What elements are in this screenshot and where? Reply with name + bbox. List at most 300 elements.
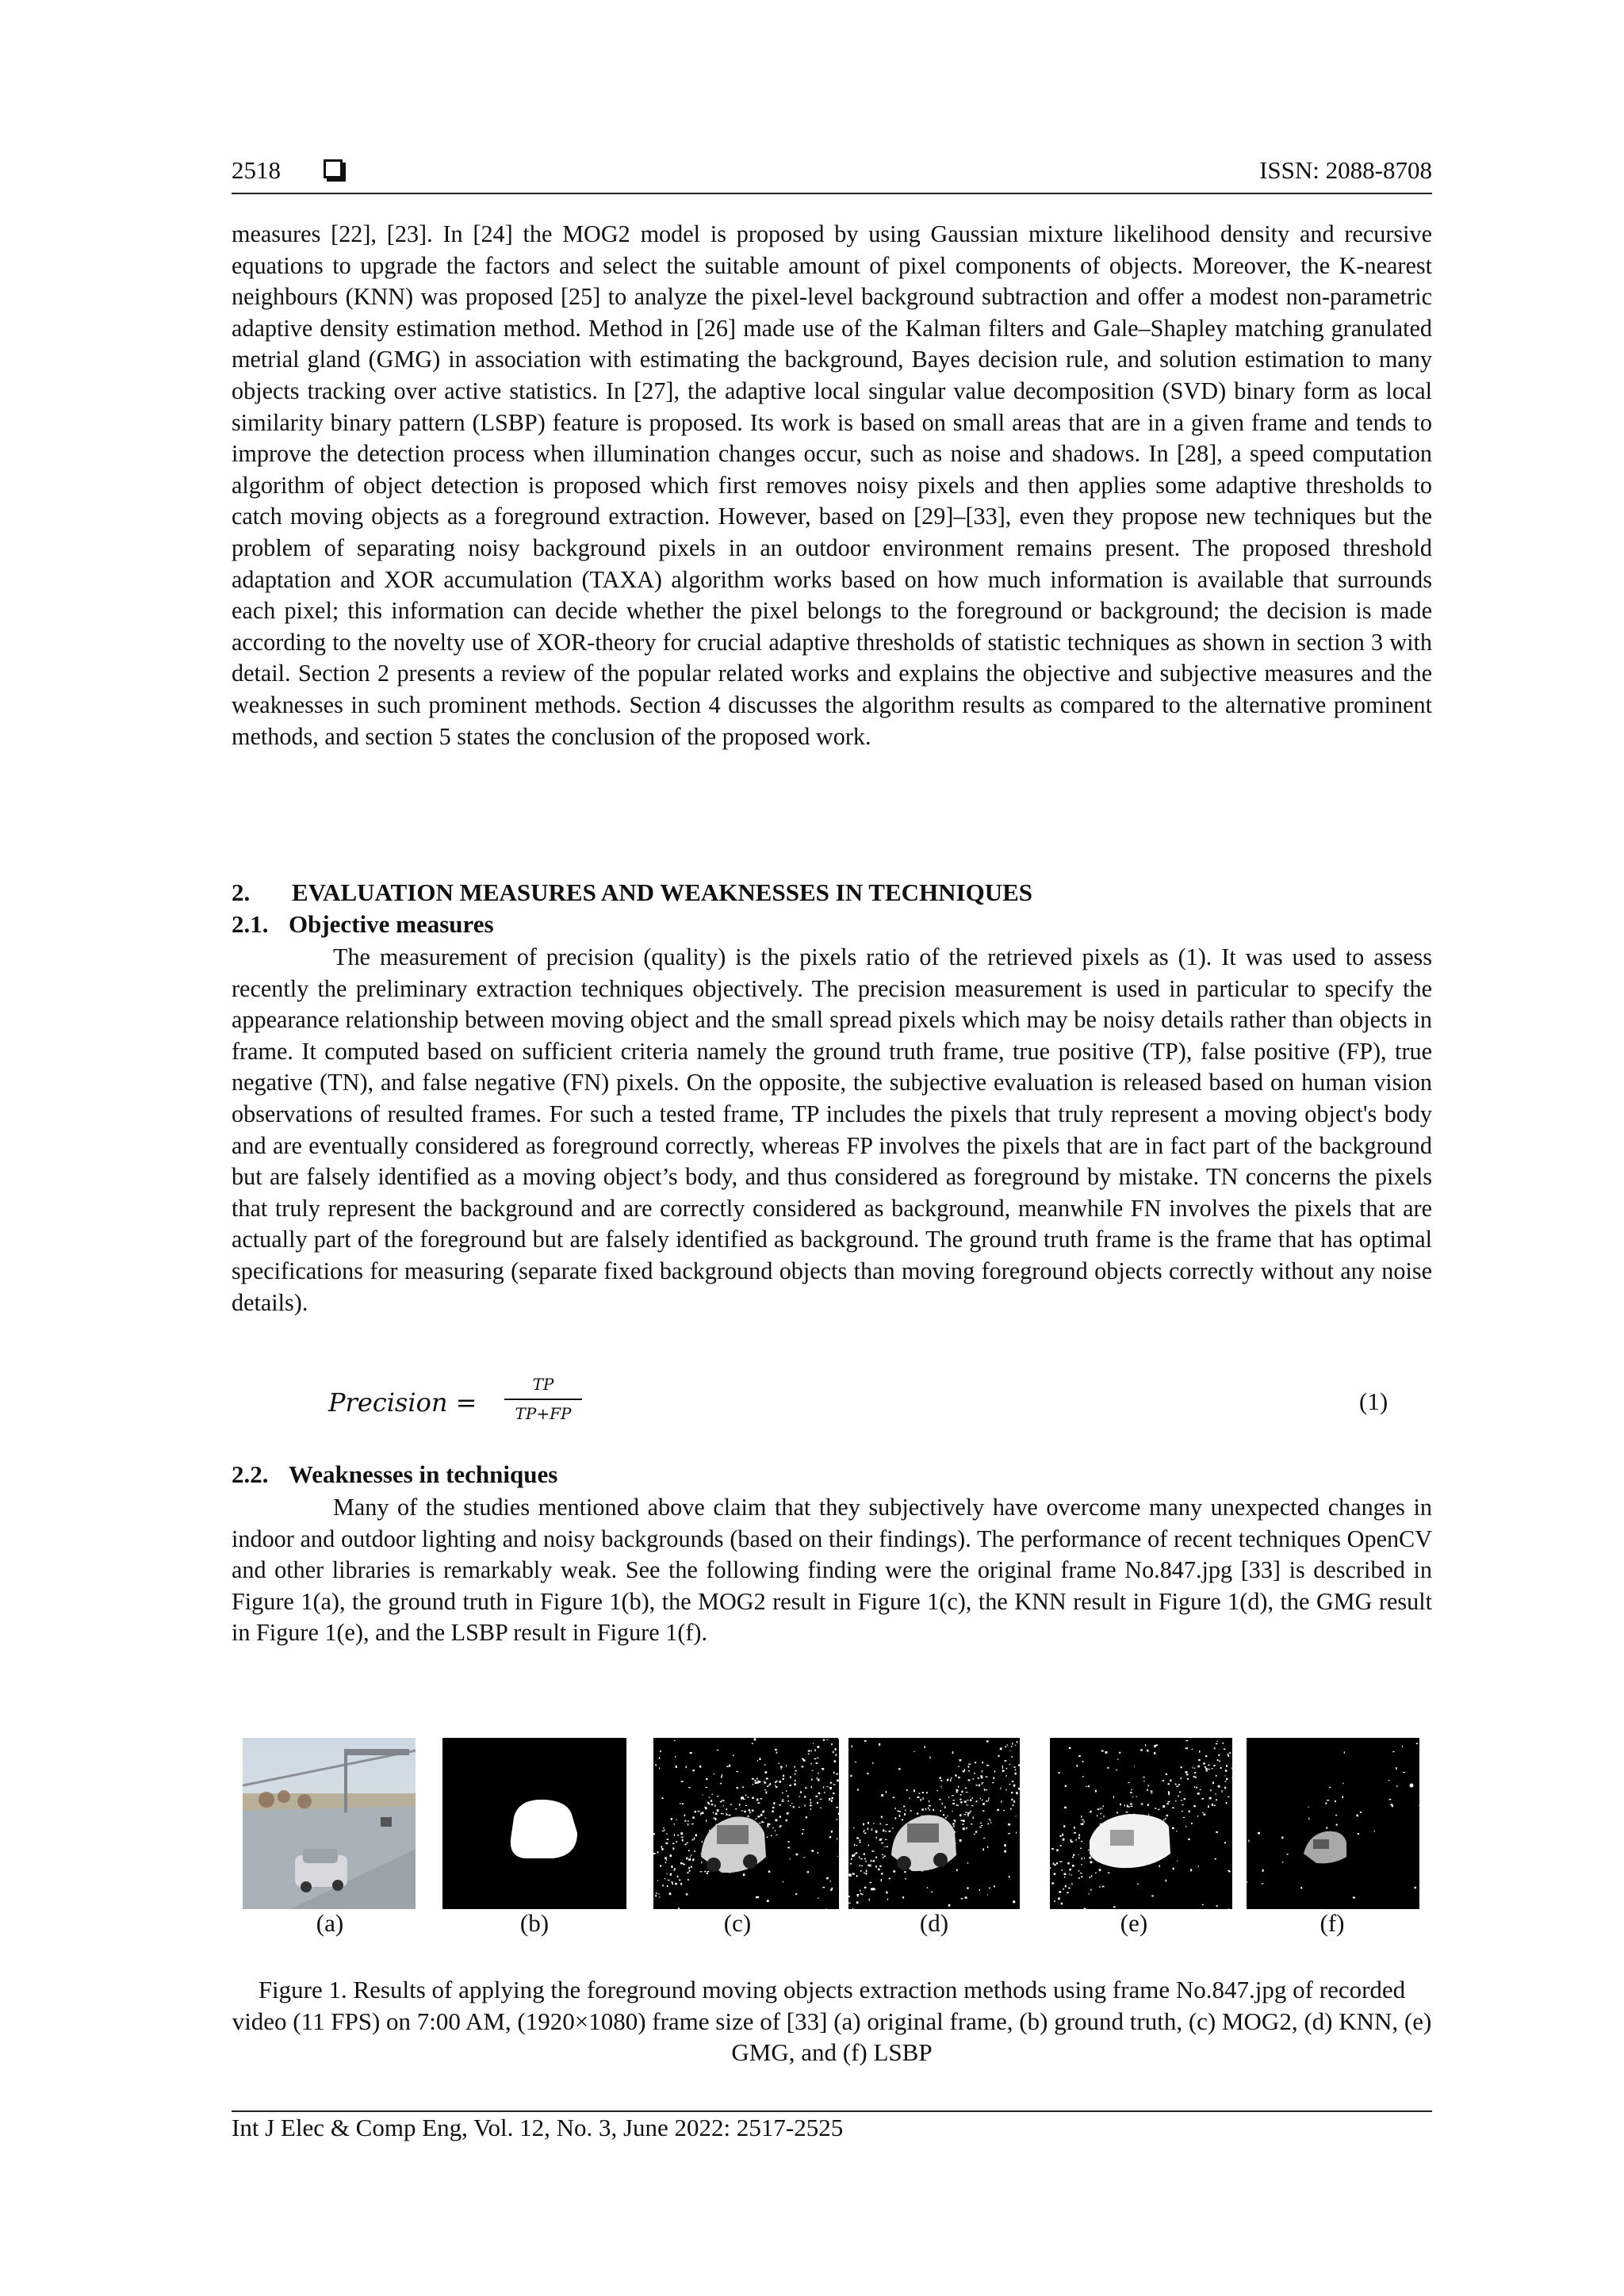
noise-pixel [982, 1803, 985, 1805]
noise-pixel [814, 1758, 817, 1759]
noise-pixel [714, 1804, 715, 1807]
noise-pixel [655, 1895, 657, 1896]
noise-pixel [796, 1854, 799, 1856]
noise-pixel [757, 1896, 759, 1898]
noise-pixel [1051, 1882, 1054, 1884]
noise-pixel [881, 1794, 883, 1797]
noise-pixel [694, 1838, 695, 1839]
noise-pixel [1103, 1816, 1104, 1817]
noise-pixel [836, 1774, 838, 1775]
noise-pixel [974, 1834, 975, 1835]
noise-pixel [987, 1894, 988, 1895]
noise-pixel [1166, 1803, 1169, 1804]
header-rule [232, 193, 1432, 194]
noise-pixel [1221, 1790, 1222, 1793]
noise-pixel [1185, 1740, 1188, 1741]
noise-pixel [970, 1811, 972, 1812]
noise-pixel [1082, 1823, 1083, 1825]
noise-pixel [726, 1766, 729, 1767]
noise-pixel [857, 1895, 858, 1897]
noise-pixel [856, 1875, 858, 1877]
noise-pixel [964, 1800, 967, 1803]
subsection-number: 2.2. [232, 1460, 269, 1488]
noise-pixel [1225, 1775, 1226, 1776]
noise-pixel [833, 1784, 836, 1785]
noise-pixel [1203, 1762, 1205, 1764]
noise-pixel [693, 1858, 694, 1860]
noise-pixel [1186, 1774, 1189, 1775]
noise-pixel [653, 1833, 655, 1835]
noise-pixel [1058, 1772, 1059, 1774]
noise-pixel [1197, 1766, 1200, 1768]
noise-pixel [1185, 1747, 1188, 1749]
noise-pixel [772, 1827, 773, 1829]
noise-pixel [1182, 1811, 1183, 1812]
noise-pixel [869, 1882, 871, 1883]
noise-pixel [748, 1797, 749, 1798]
noise-pixel [944, 1806, 945, 1808]
noise-pixel [864, 1858, 866, 1860]
noise-pixel [707, 1873, 708, 1874]
noise-pixel [757, 1816, 759, 1817]
noise-pixel [717, 1750, 718, 1751]
noise-pixel [958, 1786, 959, 1788]
noise-pixel [676, 1841, 677, 1842]
noise-pixel [1231, 1777, 1232, 1778]
noise-pixel [1402, 1746, 1403, 1748]
noise-pixel [864, 1853, 865, 1855]
noise-pixel [975, 1831, 977, 1832]
noise-pixel [1076, 1765, 1078, 1766]
noise-pixel [823, 1786, 824, 1788]
noise-pixel [1006, 1768, 1008, 1770]
noise-pixel [767, 1836, 768, 1838]
noise-pixel [1325, 1803, 1327, 1804]
noise-pixel [1262, 1869, 1264, 1872]
noise-pixel [680, 1803, 681, 1804]
noise-pixel [927, 1887, 929, 1888]
noise-pixel [822, 1887, 825, 1888]
noise-pixel [904, 1813, 906, 1816]
noise-pixel [959, 1799, 961, 1800]
noise-pixel [764, 1765, 766, 1766]
noise-pixel [1217, 1759, 1219, 1761]
noise-pixel [802, 1829, 805, 1830]
noise-pixel [811, 1850, 814, 1852]
noise-pixel [1225, 1770, 1228, 1772]
noise-pixel [743, 1873, 745, 1876]
noise-pixel [836, 1807, 838, 1808]
noise-pixel [1181, 1777, 1182, 1779]
noise-pixel [695, 1811, 696, 1813]
noise-pixel [1011, 1792, 1013, 1793]
noise-pixel [1178, 1796, 1179, 1797]
noise-pixel [1072, 1865, 1074, 1867]
noise-pixel [881, 1816, 883, 1817]
noise-pixel [952, 1803, 955, 1804]
noise-pixel [968, 1766, 970, 1767]
section-heading [232, 878, 1032, 907]
noise-pixel [766, 1777, 768, 1779]
noise-pixel [723, 1813, 724, 1814]
panel-label-f: (f) [1320, 1909, 1345, 1937]
noise-pixel [1090, 1857, 1092, 1859]
noise-pixel [666, 1873, 667, 1874]
noise-pixel [775, 1749, 777, 1751]
noise-pixel [1067, 1862, 1069, 1865]
noise-pixel [1134, 1766, 1135, 1767]
noise-pixel [814, 1750, 816, 1751]
noise-pixel [998, 1809, 1000, 1811]
noise-pixel [909, 1797, 910, 1798]
noise-pixel [764, 1789, 766, 1790]
noise-pixel [1166, 1880, 1167, 1882]
noise-pixel [1154, 1752, 1155, 1755]
noise-pixel [899, 1815, 901, 1817]
noise-pixel [998, 1755, 1000, 1757]
noise-pixel [856, 1852, 857, 1854]
noise-pixel [1012, 1798, 1013, 1799]
noise-pixel [875, 1866, 877, 1868]
noise-pixel [1175, 1784, 1177, 1785]
noise-pixel [1069, 1869, 1071, 1870]
noise-pixel [969, 1812, 971, 1813]
noise-pixel [933, 1809, 934, 1811]
noise-pixel [1219, 1761, 1220, 1762]
noise-pixel [1130, 1804, 1132, 1805]
noise-pixel [1224, 1787, 1226, 1789]
noise-pixel [695, 1834, 697, 1836]
noise-pixel [968, 1770, 970, 1771]
noise-pixel [755, 1819, 756, 1820]
noise-pixel [790, 1776, 791, 1778]
noise-pixel [1011, 1756, 1012, 1758]
noise-pixel [904, 1871, 906, 1873]
noise-pixel [669, 1892, 672, 1895]
noise-pixel [1095, 1790, 1097, 1793]
noise-pixel [830, 1789, 831, 1790]
noise-pixel [929, 1756, 930, 1758]
noise-pixel [886, 1824, 888, 1825]
noise-pixel [770, 1783, 772, 1785]
noise-pixel [975, 1762, 976, 1763]
noise-pixel [659, 1896, 661, 1897]
noise-pixel [674, 1834, 675, 1836]
noise-pixel [1166, 1774, 1167, 1775]
noise-pixel [1194, 1772, 1197, 1774]
noise-pixel [1063, 1888, 1064, 1890]
noise-pixel [852, 1854, 853, 1857]
noise-pixel [1396, 1767, 1397, 1770]
noise-pixel [1009, 1784, 1011, 1785]
noise-pixel [837, 1856, 838, 1857]
noise-pixel [705, 1787, 707, 1788]
noise-pixel [688, 1820, 689, 1821]
noise-pixel [1202, 1904, 1204, 1905]
noise-pixel [852, 1873, 855, 1874]
noise-pixel [1064, 1807, 1067, 1808]
noise-pixel [720, 1801, 722, 1802]
figure-caption: Figure 1. Results of applying the foreground moving objects extraction methods using frame No.847.jpg of recorded video (11 FPS) on 7:00 AM, (1920×1080) frame size of [33] (a) original frame, (b) ground truth, (c) MOG2, (d) KNN, (e) GMG, and (f) LSBP [232, 1976, 1432, 2067]
noise-pixel [683, 1864, 685, 1866]
noise-pixel [672, 1843, 674, 1845]
subsection-number: 2.1. [232, 910, 269, 938]
noise-pixel [1219, 1754, 1220, 1756]
noise-pixel [749, 1812, 750, 1813]
noise-pixel [838, 1738, 839, 1739]
noise-pixel [721, 1813, 723, 1814]
noise-pixel [1182, 1804, 1183, 1805]
noise-pixel [855, 1853, 856, 1854]
noise-pixel [871, 1828, 872, 1831]
noise-pixel [1080, 1848, 1082, 1850]
noise-pixel [1336, 1824, 1338, 1826]
subsection-title: Objective measures [289, 910, 494, 938]
noise-pixel [976, 1800, 978, 1802]
noise-pixel [690, 1752, 692, 1754]
noise-pixel [920, 1799, 921, 1801]
noise-pixel [914, 1789, 915, 1792]
noise-pixel [961, 1820, 963, 1822]
noise-pixel [1212, 1804, 1214, 1806]
noise-pixel [771, 1835, 772, 1837]
noise-pixel [1116, 1770, 1117, 1771]
noise-pixel [1081, 1864, 1082, 1866]
noise-pixel [824, 1792, 825, 1793]
noise-pixel [775, 1785, 776, 1786]
noise-pixel [848, 1903, 850, 1904]
noise-pixel [1344, 1751, 1345, 1753]
noise-pixel [1403, 1772, 1405, 1773]
noise-pixel [773, 1802, 775, 1804]
noise-pixel [1005, 1789, 1006, 1790]
noise-pixel [756, 1799, 759, 1801]
noise-pixel [958, 1777, 960, 1778]
noise-pixel [1124, 1804, 1125, 1806]
noise-pixel [1074, 1832, 1076, 1834]
noise-pixel [811, 1786, 812, 1788]
noise-pixel [1013, 1785, 1016, 1787]
noise-pixel [929, 1805, 931, 1807]
noise-pixel [744, 1811, 745, 1813]
noise-pixel [663, 1827, 664, 1829]
noise-pixel [786, 1820, 787, 1821]
noise-pixel [838, 1812, 839, 1815]
noise-pixel [1013, 1800, 1015, 1803]
noise-pixel [1078, 1755, 1081, 1757]
noise-pixel [833, 1793, 835, 1794]
noise-pixel [1016, 1832, 1017, 1834]
noise-pixel [956, 1789, 959, 1792]
noise-pixel [799, 1796, 800, 1797]
noise-pixel [736, 1771, 738, 1772]
noise-pixel [992, 1782, 994, 1783]
noise-pixel [970, 1800, 971, 1801]
noise-pixel [853, 1827, 854, 1829]
noise-pixel [1391, 1804, 1393, 1805]
panel-label-e: (e) [1120, 1909, 1148, 1937]
figure-panel-b-ground-truth [442, 1738, 626, 1909]
noise-pixel [963, 1827, 965, 1830]
noise-pixel [1128, 1782, 1129, 1783]
noise-pixel [675, 1756, 676, 1758]
noise-pixel [945, 1817, 947, 1818]
noise-pixel [1060, 1835, 1062, 1837]
noise-pixel [867, 1773, 868, 1774]
noise-pixel [1007, 1744, 1008, 1746]
noise-pixel [929, 1809, 931, 1811]
figure-panel-d-knn [848, 1738, 1020, 1909]
noise-pixel [760, 1814, 763, 1816]
noise-pixel [981, 1825, 982, 1826]
noise-pixel [1119, 1752, 1120, 1754]
noise-pixel [759, 1758, 760, 1761]
noise-pixel [700, 1813, 701, 1816]
figure-panel-f-lsbp [1247, 1738, 1419, 1909]
noise-pixel [1072, 1857, 1074, 1858]
noise-pixel [994, 1885, 995, 1887]
noise-pixel [1198, 1759, 1200, 1761]
noise-pixel [812, 1770, 814, 1771]
noise-pixel [1054, 1873, 1055, 1875]
noise-pixel [1416, 1743, 1418, 1744]
noise-pixel [1078, 1877, 1080, 1878]
noise-pixel [1170, 1780, 1171, 1782]
noise-pixel [831, 1831, 833, 1833]
noise-pixel [737, 1787, 738, 1789]
noise-pixel [1335, 1815, 1337, 1816]
page-header [232, 156, 1432, 188]
noise-pixel [860, 1858, 862, 1860]
noise-pixel [1205, 1755, 1208, 1757]
section-number: 2. [232, 878, 251, 906]
noise-pixel [1179, 1792, 1181, 1793]
noise-pixel [1113, 1906, 1116, 1908]
noise-pixel [1228, 1754, 1229, 1756]
panel-label-d: (d) [919, 1909, 949, 1937]
noise-pixel [895, 1817, 897, 1819]
noise-pixel [1013, 1900, 1015, 1903]
noise-pixel [978, 1777, 979, 1779]
noise-pixel [1002, 1766, 1003, 1767]
noise-pixel [1015, 1773, 1017, 1775]
noise-pixel [684, 1814, 686, 1816]
noise-pixel [791, 1803, 793, 1804]
noise-pixel [1107, 1767, 1109, 1769]
noise-pixel [868, 1822, 869, 1824]
noise-pixel [1215, 1858, 1216, 1860]
noise-pixel [884, 1846, 886, 1847]
noise-pixel [1258, 1832, 1260, 1835]
noise-pixel [1176, 1786, 1178, 1787]
noise-pixel [680, 1832, 683, 1835]
noise-pixel [657, 1851, 659, 1853]
panel-label-c: (c) [723, 1909, 752, 1937]
noise-pixel [1208, 1765, 1209, 1766]
noise-pixel [661, 1848, 663, 1850]
noise-pixel [1137, 1884, 1139, 1885]
noise-pixel [1002, 1767, 1003, 1769]
noise-pixel [672, 1883, 674, 1885]
noise-pixel [1090, 1888, 1091, 1891]
noise-pixel [783, 1778, 784, 1780]
noise-pixel [827, 1739, 829, 1740]
noise-pixel [1128, 1806, 1130, 1807]
noise-pixel [808, 1751, 810, 1752]
noise-pixel [686, 1766, 687, 1768]
noise-pixel [1187, 1778, 1189, 1780]
noise-pixel [886, 1831, 887, 1832]
noise-pixel [684, 1844, 687, 1846]
noise-pixel [1166, 1815, 1168, 1816]
noise-pixel [818, 1898, 819, 1899]
noise-pixel [923, 1797, 924, 1800]
noise-pixel [674, 1868, 676, 1869]
noise-pixel [868, 1828, 869, 1830]
noise-pixel [879, 1743, 880, 1746]
noise-pixel [1228, 1755, 1229, 1757]
noise-pixel [830, 1782, 833, 1784]
noise-pixel [1080, 1873, 1082, 1874]
noise-pixel [776, 1752, 778, 1754]
footer-rule [232, 2110, 1432, 2112]
noise-pixel [691, 1866, 692, 1868]
noise-pixel [667, 1839, 669, 1840]
noise-pixel [963, 1770, 965, 1772]
noise-pixel [880, 1823, 882, 1825]
noise-pixel [826, 1877, 829, 1880]
noise-pixel [686, 1893, 688, 1895]
noise-pixel [713, 1812, 714, 1813]
noise-pixel [723, 1800, 724, 1801]
noise-pixel [765, 1771, 768, 1774]
noise-pixel [956, 1791, 958, 1793]
noise-pixel [873, 1888, 875, 1890]
noise-pixel [767, 1786, 769, 1787]
noise-pixel [748, 1816, 749, 1817]
noise-pixel [1101, 1813, 1102, 1815]
noise-pixel [675, 1883, 677, 1885]
noise-pixel [1090, 1861, 1093, 1863]
noise-pixel [656, 1892, 657, 1894]
noise-pixel [804, 1857, 806, 1858]
noise-pixel [994, 1770, 995, 1772]
noise-pixel [1168, 1791, 1170, 1793]
noise-pixel [813, 1743, 814, 1744]
noise-pixel [782, 1800, 784, 1802]
noise-pixel [1059, 1862, 1062, 1863]
noise-pixel [1216, 1741, 1217, 1742]
noise-pixel [864, 1833, 866, 1835]
noise-pixel [953, 1820, 954, 1821]
noise-pixel [677, 1835, 678, 1836]
noise-pixel [1194, 1786, 1195, 1788]
noise-pixel [665, 1878, 666, 1879]
noise-pixel [1008, 1833, 1010, 1835]
noise-pixel [810, 1802, 812, 1804]
noise-pixel [672, 1881, 673, 1883]
noise-pixel [1054, 1864, 1056, 1866]
noise-pixel [1226, 1778, 1228, 1780]
noise-pixel [895, 1808, 896, 1809]
noise-pixel [755, 1782, 757, 1784]
noise-pixel [1116, 1812, 1118, 1814]
noise-pixel [1197, 1793, 1200, 1795]
weaknesses-paragraph: Many of the studies mentioned above claim that they subjectively have overcome many unexpected changes in indoor and outdoor lighting and noisy backgrounds (based on their findings). The performance of recent techniques OpenCV and other libraries is remarkably weak. See the following finding were the original frame No.847.jpg [33] is described in Figure 1(a), the ground truth in Figure 1(b), the MOG2 result in Figure 1(c), the KNN result in Figure 1(d), the GMG result in Figure 1(e), and the LSBP result in Figure 1(f). [232, 1494, 1432, 1647]
noise-pixel [1099, 1869, 1101, 1871]
noise-pixel [676, 1766, 677, 1768]
noise-pixel [702, 1841, 703, 1843]
